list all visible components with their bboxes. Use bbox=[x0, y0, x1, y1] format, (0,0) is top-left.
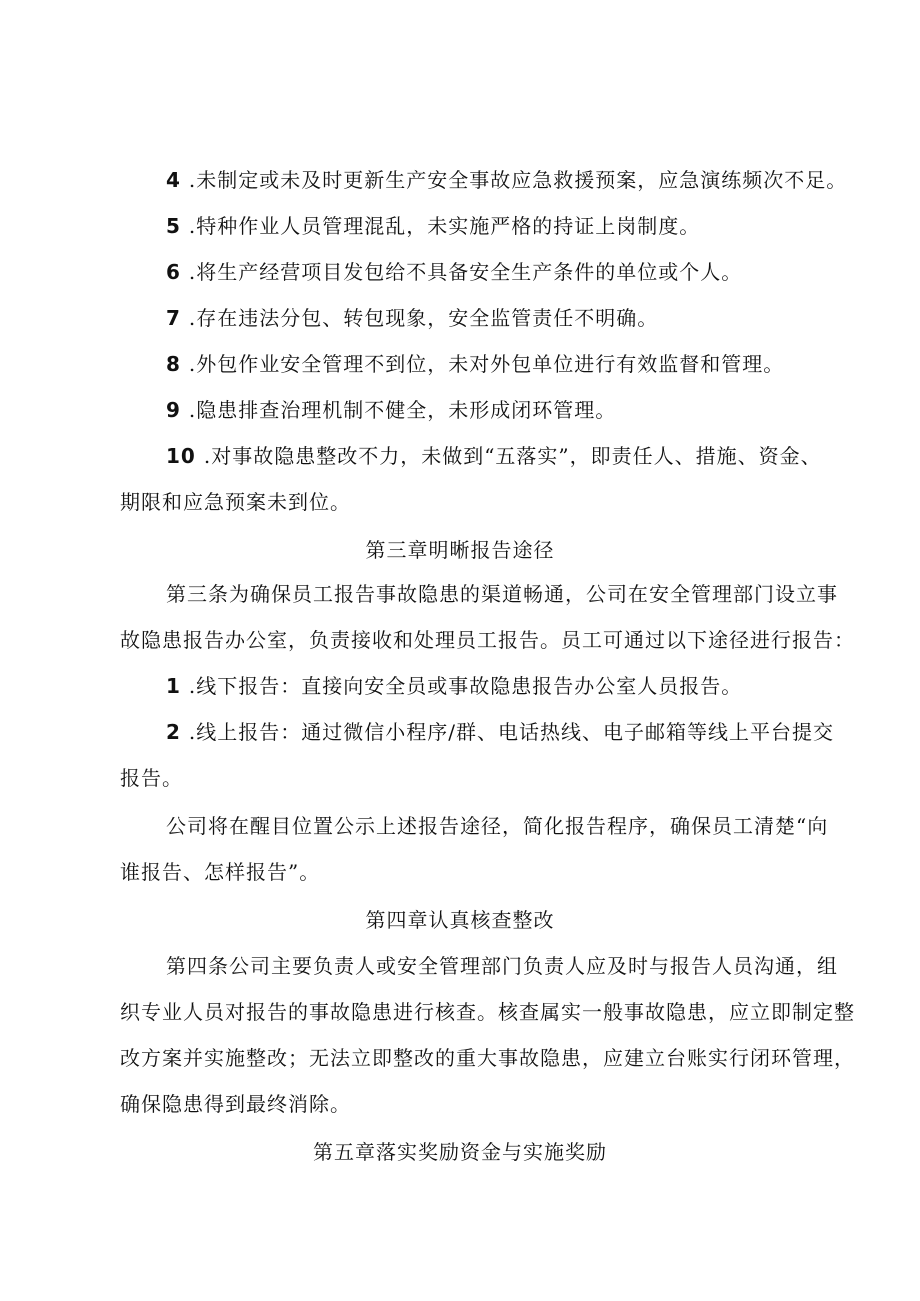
item-text: .存在违法分包、转包现象，安全监管责任不明确。 bbox=[188, 306, 659, 330]
list-item-4 bbox=[166, 167, 848, 193]
list-item-10-continuation: 期限和应急预案未到位。 bbox=[120, 490, 351, 514]
item-text: .隐患排查治理机制不健全，未形成闭环管理。 bbox=[188, 398, 617, 422]
chapter-4-title: 第四章认真核查整改 bbox=[365, 908, 555, 932]
notice-line-1: 公司将在醒目位置公示上述报告途径，简化报告程序，确保员工清楚“向 bbox=[166, 814, 829, 838]
report-way-2-continuation: 报告。 bbox=[120, 766, 183, 790]
item-text: .未制定或未及时更新生产安全事故应急救援预案，应急演练频次不足。 bbox=[188, 168, 848, 192]
item-text: .特种作业人员管理混乱，未实施严格的持证上岗制度。 bbox=[188, 214, 701, 238]
article-4-line-2: 织专业人员对报告的事故隐患进行核查。核查属实一般事故隐患，应立即制定整 bbox=[120, 1000, 855, 1024]
notice-line-2: 谁报告、怎样报告”。 bbox=[120, 860, 321, 884]
report-way-2 bbox=[166, 719, 835, 745]
article-4-line-3: 改方案并实施整改；无法立即整改的重大事故隐患，应建立台账实行闭环管理， bbox=[120, 1046, 855, 1070]
chapter-5-title: 第五章落实奖励资金与实施奖励 bbox=[313, 1140, 607, 1164]
chapter-3-title: 第三章明晰报告途径 bbox=[365, 538, 555, 562]
item-text: .将生产经营项目发包给不具备安全生产条件的单位或个人。 bbox=[188, 260, 743, 284]
item-number: 5 bbox=[166, 214, 181, 238]
item-text: .线上报告：通过微信小程序/群、电话热线、电子邮箱等线上平台提交 bbox=[188, 720, 835, 744]
item-text: .对事故隐患整改不力，未做到“五落实”，即责任人、措施、资金、 bbox=[203, 444, 822, 468]
item-number: 1 bbox=[166, 674, 181, 698]
list-item-8 bbox=[166, 351, 820, 377]
item-number: 9 bbox=[166, 398, 181, 422]
item-number: 6 bbox=[166, 260, 181, 284]
item-number: 4 bbox=[166, 168, 181, 192]
item-number: 7 bbox=[166, 306, 181, 330]
item-text: .线下报告：直接向安全员或事故隐患报告办公室人员报告。 bbox=[188, 674, 743, 698]
item-number: 10 bbox=[166, 444, 196, 468]
list-item-5 bbox=[166, 213, 820, 239]
item-number: 2 bbox=[166, 720, 181, 744]
article-3-line-2: 故隐患报告办公室，负责接收和处理员工报告。员工可通过以下途径进行报告： bbox=[120, 628, 855, 652]
list-item-9 bbox=[166, 397, 820, 423]
article-4-line-1: 第四条公司主要负责人或安全管理部门负责人应及时与报告人员沟通，组 bbox=[166, 954, 838, 978]
list-item-10 bbox=[166, 443, 820, 469]
article-4-line-4: 确保隐患得到最终消除。 bbox=[120, 1092, 351, 1116]
list-item-6 bbox=[166, 259, 820, 285]
item-text: .外包作业安全管理不到位，未对外包单位进行有效监督和管理。 bbox=[188, 352, 785, 376]
item-number: 8 bbox=[166, 352, 181, 376]
list-item-7 bbox=[166, 305, 820, 331]
report-way-1 bbox=[166, 673, 820, 699]
article-3-line-1: 第三条为确保员工报告事故隐患的渠道畅通，公司在安全管理部门设立事 bbox=[166, 582, 838, 606]
